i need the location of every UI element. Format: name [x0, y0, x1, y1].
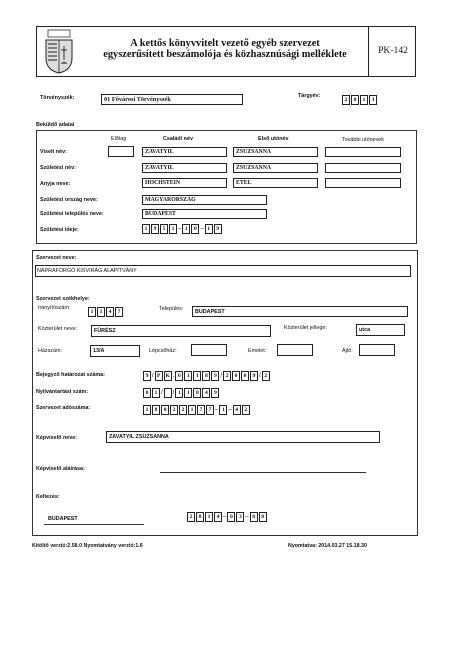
digit-cell[interactable]	[164, 388, 172, 398]
digit-cell[interactable]: 1	[219, 405, 227, 415]
digit-cell[interactable]: 0	[227, 512, 235, 522]
digit-cell[interactable]: 5	[160, 224, 168, 234]
street-field[interactable]	[91, 325, 271, 337]
street-type-value: utca	[359, 327, 371, 333]
separator: –	[245, 514, 249, 520]
col-family-header: Családi név	[163, 136, 193, 142]
tax-number-field[interactable]	[143, 405, 250, 415]
digit-cell[interactable]: 3	[236, 512, 244, 522]
digit-cell[interactable]: 2	[262, 371, 270, 381]
sender-section-title: Beküldő adatai	[36, 122, 75, 128]
year-digit[interactable]: 1	[360, 95, 368, 105]
birth-date-label: Születési ideje:	[40, 227, 79, 233]
digit-cell[interactable]: 0	[193, 388, 201, 398]
city-value: BUDAPEST	[195, 309, 225, 315]
digit-cell[interactable]: 0	[191, 224, 199, 234]
separator: –	[200, 226, 204, 232]
separator: /	[161, 390, 163, 396]
street-label: Közterület neve:	[38, 326, 77, 332]
footer-version: Kitöltő verzió:2.58.0 Nyomtatvány verzió:1.6	[32, 543, 143, 549]
house-value: 13/A	[93, 348, 105, 354]
digit-cell[interactable]: 1	[184, 388, 192, 398]
birth-country-label: Születési ország neve:	[40, 197, 98, 203]
digit-cell[interactable]: K	[165, 373, 170, 379]
reg-label: Bejegyző határozat száma:	[36, 372, 105, 378]
name-family-value: ZAVATYIL	[145, 149, 174, 155]
digit-cell[interactable]: 9	[211, 371, 219, 381]
digit-cell[interactable]: 0	[232, 371, 240, 381]
stair-label: Lépcsőház:	[149, 348, 177, 354]
year-digit[interactable]: 0	[351, 95, 359, 105]
tax-label: Szervezet adószáma:	[36, 405, 91, 411]
year-digit[interactable]: 2	[342, 95, 350, 105]
separator: /	[259, 373, 261, 379]
name-other-field[interactable]	[325, 147, 401, 157]
zip-digit[interactable]: 7	[115, 307, 123, 317]
birthname-family-value: ZAVATYIL	[145, 165, 174, 171]
year-field[interactable]	[342, 95, 377, 105]
digit-cell[interactable]: 2	[187, 512, 195, 522]
digit-cell[interactable]: 0	[241, 371, 249, 381]
zip-label: Irányítószám:	[38, 305, 71, 311]
digit-cell[interactable]: 4	[214, 512, 222, 522]
digit-cell[interactable]: 1	[175, 388, 183, 398]
mother-family-value: HOCHSTEIN	[145, 180, 181, 186]
court-value: 01 Fővárosi Törvényszék	[104, 96, 171, 103]
separator: –	[228, 407, 232, 413]
signed-place-line	[44, 524, 144, 525]
org-name-label: Szervezet neve:	[36, 255, 77, 261]
mother-other-field[interactable]	[325, 178, 401, 188]
separator: –	[215, 407, 219, 413]
separator: /	[152, 373, 154, 379]
birth-city-label: Születési település neve:	[40, 211, 104, 217]
col-other-header: További utónevek	[342, 137, 384, 143]
door-field[interactable]	[359, 344, 395, 356]
house-label: Házszám:	[38, 348, 62, 354]
name-prefix-field[interactable]	[108, 146, 134, 157]
zip-digit[interactable]: 1	[97, 307, 105, 317]
signed-place: BUDAPEST	[48, 516, 78, 522]
digit-cell[interactable]: 9	[250, 371, 258, 381]
digit-cell[interactable]: 7	[206, 405, 214, 415]
name-first-value: ZSUZSANNA	[236, 149, 272, 155]
digit-cell[interactable]: 8	[259, 512, 267, 522]
zip-field[interactable]	[88, 307, 123, 317]
digit-cell[interactable]: 1	[193, 371, 201, 381]
separator: .	[172, 373, 175, 379]
col-prefix-header: Előtag	[111, 136, 127, 142]
form-title-line1: A kettős könyvvitelt vezető egyéb szervezet	[130, 38, 320, 49]
digit-cell[interactable]: 9	[151, 224, 159, 234]
form-code: PK-142	[378, 45, 408, 56]
digit-cell[interactable]: 1	[205, 512, 213, 522]
digit-cell[interactable]: 9	[214, 224, 222, 234]
digit-cell[interactable]: 1	[205, 224, 213, 234]
digit-cell[interactable]: 6	[175, 371, 183, 381]
rec-number-field[interactable]	[143, 388, 219, 398]
birth-date-field[interactable]	[142, 224, 222, 234]
birthname-other-field[interactable]	[325, 163, 401, 173]
digit-cell[interactable]: 2	[242, 405, 250, 415]
rec-label: Nyilvántartási szám:	[36, 389, 89, 395]
digit-cell[interactable]: 4	[233, 405, 241, 415]
court-label: Törvényszék:	[40, 95, 75, 101]
digit-cell[interactable]: 1	[184, 371, 192, 381]
digit-cell[interactable]: 8	[152, 405, 160, 415]
digit-cell[interactable]: 2	[223, 371, 231, 381]
mother-label: Anyja neve:	[40, 181, 71, 187]
street-value: FÜRÉSZ	[94, 328, 116, 334]
separator: /	[172, 390, 175, 396]
digit-cell[interactable]: 0	[250, 512, 258, 522]
header-divider	[368, 26, 369, 77]
digit-cell[interactable]: 1	[169, 224, 177, 234]
year-label: Tárgyév:	[298, 93, 321, 99]
separator: –	[223, 514, 227, 520]
floor-label: Emelet:	[248, 348, 267, 354]
birthname-first-value: ZSUZSANNA	[236, 165, 272, 171]
digit-cell[interactable]: 9	[143, 371, 151, 381]
digit-cell[interactable]: 1	[142, 224, 150, 234]
digit-cell[interactable]: 2	[170, 405, 178, 415]
birth-city-value: BUDAPEST	[145, 211, 176, 217]
door-label: Ajtó:	[342, 348, 353, 354]
digit-cell[interactable]: 7	[197, 405, 205, 415]
digit-cell[interactable]: 8	[202, 371, 210, 381]
zip-digit[interactable]: 1	[88, 307, 96, 317]
separator: –	[178, 226, 182, 232]
digit-cell[interactable]: 0	[196, 512, 204, 522]
street-type-label: Közterület jellege:	[284, 325, 327, 331]
digit-cell[interactable]: 9	[211, 388, 219, 398]
mother-first-value: ETEL	[236, 180, 252, 186]
rep-label: Képviselő neve:	[36, 435, 78, 441]
col-first-header: Első utónév	[258, 136, 289, 142]
org-frame	[32, 250, 418, 536]
city-label: Település:	[159, 306, 184, 312]
reg-number-field[interactable]	[143, 371, 270, 381]
signed-label: Keltezés:	[36, 494, 60, 500]
name-label: Viselt név:	[40, 149, 67, 155]
signed-date-field[interactable]	[187, 512, 267, 522]
digit-cell[interactable]: 2	[179, 405, 187, 415]
birthname-label: Születési név:	[40, 165, 76, 171]
digit-cell[interactable]: 1	[143, 405, 151, 415]
stair-field[interactable]	[191, 344, 227, 356]
coat-of-arms-icon	[40, 28, 78, 75]
sign-label: Képviselő aláírása:	[36, 466, 85, 472]
floor-field[interactable]	[277, 344, 313, 356]
rep-name-value: ZAVATYIL ZSUZSANNA	[109, 434, 169, 440]
signature-line[interactable]	[160, 472, 366, 473]
birth-country-value: MAGYARORSZÁG	[145, 197, 196, 203]
digit-cell[interactable]: 1	[152, 388, 160, 398]
digit-cell[interactable]: 1	[188, 405, 196, 415]
digit-cell[interactable]: 0	[143, 388, 151, 398]
digit-cell[interactable]: P	[155, 371, 163, 381]
year-digit[interactable]: 3	[369, 95, 377, 105]
digit-cell[interactable]: 1	[182, 224, 190, 234]
org-name-value: NAPRAFORGÓ KISVIRÁG ALAPÍTVÁNY	[37, 268, 137, 274]
form-title-line2: egyszerűsített beszámolója és közhasznúsági melléklete	[103, 49, 347, 60]
footer-printed: Nyomtatva: 2014.03.27 15.18.30	[288, 543, 367, 549]
seat-title: Szervezet székhelye:	[36, 296, 90, 302]
digit-cell[interactable]: 0	[161, 405, 169, 415]
digit-cell[interactable]: 4	[202, 388, 210, 398]
separator: /	[220, 373, 223, 379]
zip-digit[interactable]: 4	[106, 307, 114, 317]
